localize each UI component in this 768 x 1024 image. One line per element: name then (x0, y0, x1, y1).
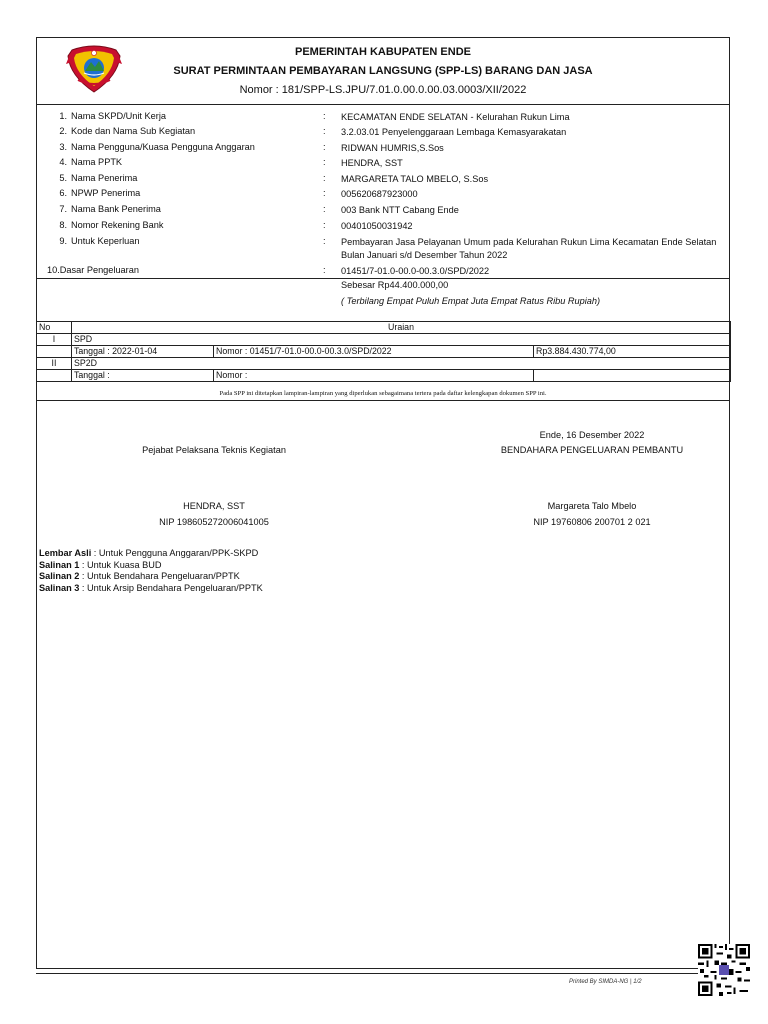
field-value: MARGARETA TALO MBELO, S.Sos (341, 174, 489, 184)
divider (37, 278, 729, 279)
amount-figure: Sebesar Rp44.400.000,00 (341, 280, 449, 290)
place-date: Ende, 16 Desember 2022 (539, 430, 645, 440)
list-item: Lembar Asli : Untuk Pengguna Anggaran/PPK-SKPD (39, 548, 259, 558)
table-header-row (37, 322, 731, 334)
right-signatory-nip: NIP 19760806 200701 2 021 (533, 517, 651, 527)
field-value: RIDWAN HUMRIS,S.Sos (341, 143, 444, 153)
field-label: Nama Pengguna/Kuasa Pengguna Anggaran (71, 142, 255, 152)
field-label: Nama PPTK (71, 157, 123, 167)
distribution-list (39, 548, 263, 594)
table-row: I SPD (37, 334, 731, 346)
field-label: Kode dan Nama Sub Kegiatan (71, 126, 196, 136)
list-item: Salinan 2 : Untuk Bendahara Pengeluaran/PPTK (39, 571, 240, 581)
field-label: NPWP Penerima (71, 188, 141, 198)
field-value: 005620687923000 (341, 189, 418, 199)
left-signatory-nip: NIP 198605272006041005 (159, 517, 269, 527)
qr-code-icon (698, 944, 750, 996)
attachment-note: Pada SPP ini ditetapkan lampiran-lampiran yang diperlukan sebagaimana tertera pada daftar kelengkapan dokumen SPP ini. (37, 388, 729, 401)
document-header (37, 38, 729, 105)
table-row: II SP2D (37, 358, 731, 370)
field-value: KECAMATAN ENDE SELATAN - Kelurahan Rukun Lima (341, 112, 570, 122)
field-value: Pembayaran Jasa Pelayanan Umum pada Kelurahan Rukun Lima Kecamatan Ende Selatan Bulan Januari s/d Desember Tahun 2022 (341, 237, 717, 260)
list-item: Salinan 1 : Untuk Kuasa BUD (39, 559, 162, 570)
field-label: 10.Dasar Pengeluaran (47, 265, 139, 275)
government-title: PEMERINTAH KABUPATEN ENDE (294, 46, 471, 58)
document-title: SURAT PERMINTAAN PEMBAYARAN LANGSUNG (SPP-LS) BARANG DAN JASA (173, 65, 593, 77)
amount-in-words: ( Terbilang Empat Puluh Empat Juta Empat Ratus Ribu Rupiah) (341, 296, 601, 306)
column-header-uraian: Uraian (72, 322, 731, 334)
field-value: 003 Bank NTT Cabang Ende (341, 205, 459, 215)
field-value: 3.2.03.01 Penyelenggaraan Lembaga Kemasyarakatan (341, 127, 567, 137)
footer-divider (36, 973, 730, 974)
field-label: Nomor Rekening Bank (71, 220, 164, 230)
field-label: Nama Penerima (71, 173, 138, 183)
left-signatory-title: Pejabat Pelaksana Teknis Kegiatan (142, 445, 286, 455)
column-header-no: No (37, 322, 72, 334)
right-signatory-title: BENDAHARA PENGELUARAN PEMBANTU (500, 445, 684, 455)
field-value: 00401050031942 (341, 221, 413, 231)
table-row: Tanggal : 2022-01-04 Nomor : 01451/7-01.0-00.0-00.3.0/SPD/2022 Rp3.884.430.774,00 (37, 346, 731, 358)
table-row: Tanggal : Nomor : (37, 370, 731, 382)
list-item: Salinan 3 : Untuk Arsip Bendahara Pengeluaran/PPTK (39, 582, 263, 593)
left-signatory-name: HENDRA, SST (183, 501, 245, 511)
field-label: Nama SKPD/Unit Kerja (71, 111, 166, 121)
field-list: 1. Nama SKPD/Unit Kerja : KECAMATAN ENDE SELATAN - Kelurahan Rukun Lima 2. Kode dan Nama Sub Kegiatan : 3.2.03.01 Penyelenggaraan Lembaga Kemasyarakatan 3. Nama Pengguna/Kuasa Pengguna Anggaran : RIDWAN HUMRIS,S.Sos 4. Nama PPTK : HENDRA, SST 5. Nama Penerima : MARGARETA TALO MBELO, S.Sos 6. NPWP Penerima : 005620687923000 7. Nama Bank Penerima : 003 Bank NTT Cabang Ende 8. Nomor Rekening Bank : 00401050031942 9. Untuk Keperluan : Pembayaran Jasa Pelayanan Umum pada Kelurahan Rukun Lima Kecamatan Ende Selatan Bulan Januari s/d Desember Tahun 2022 10.Dasar Pengeluaran : 01451/7-01.0-00.0-00.3.0/SPD/2022 (37, 104, 729, 278)
field-value: 01451/7-01.0-00.0-00.3.0/SPD/2022 (341, 266, 490, 276)
printed-by: Printed By SIMDA-NG | 1/2 (569, 979, 642, 985)
right-signatory-name: Margareta Talo Mbelo (547, 501, 637, 511)
field-label: Untuk Keperluan (71, 236, 140, 246)
reference-table (36, 321, 731, 382)
document-number: Nomor : 181/SPP-LS.JPU/7.01.0.00.0.00.03.0003/XII/2022 (239, 84, 527, 96)
field-label: Nama Bank Penerima (71, 204, 161, 214)
field-value: HENDRA, SST (341, 158, 403, 168)
document-frame (36, 37, 730, 969)
